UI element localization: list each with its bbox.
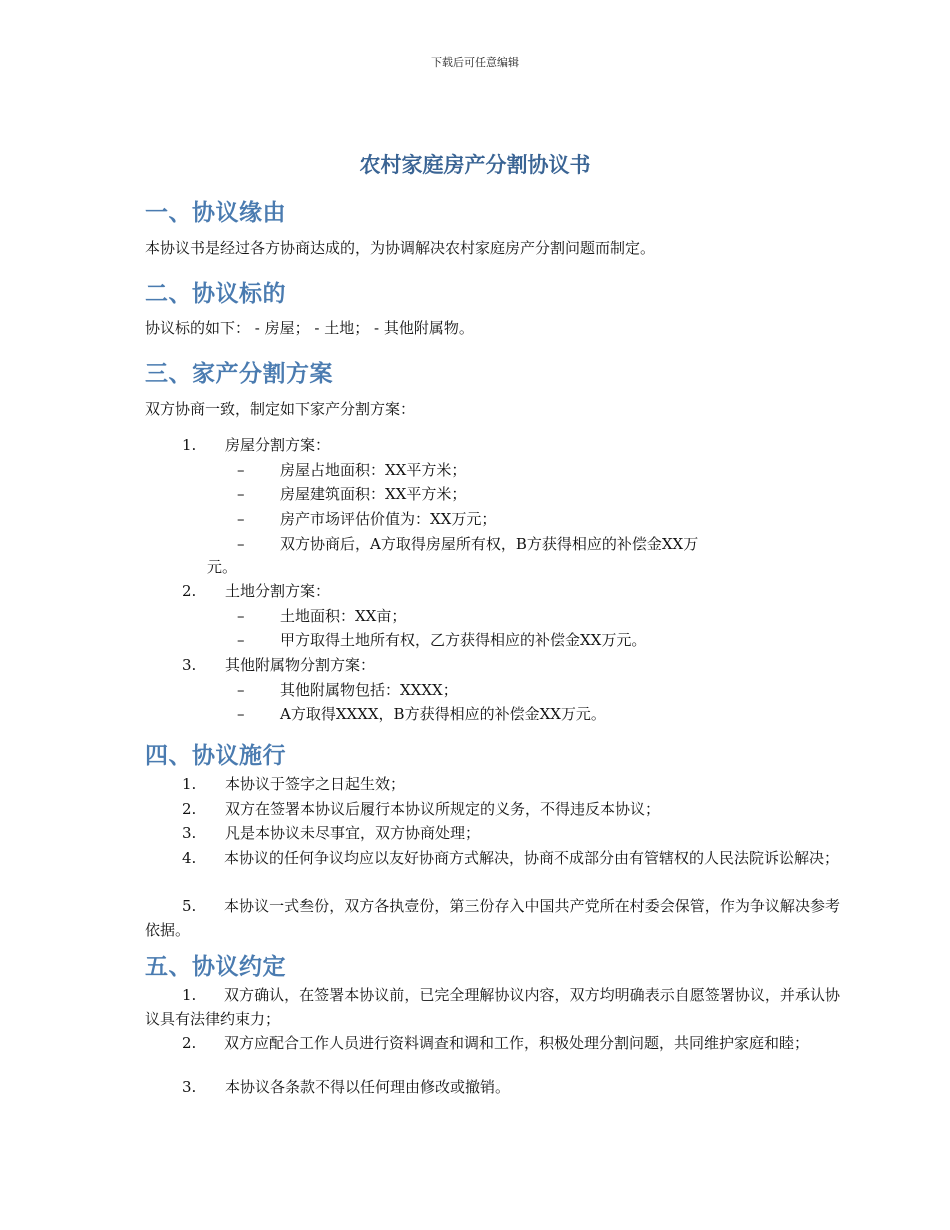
sub-list-text: 其他附属物包括：XXXX；: [280, 681, 458, 699]
list-number: 3.: [182, 1078, 197, 1096]
list-text: 土地分割方案：: [225, 582, 331, 600]
sub-list-text: 甲方取得土地所有权，乙方获得相应的补偿金XX万元。: [280, 631, 647, 649]
section-heading-1: 一、协议缘由: [145, 200, 286, 226]
list-number: 2.: [182, 582, 197, 600]
list-text: 本协议的任何争议均应以友好协商方式解决，协商不成部分由有管辖权的人民法院诉讼解决；: [224, 849, 840, 867]
list-item-wrapping: [145, 894, 840, 942]
list-number: 5.: [182, 897, 197, 915]
dash-bullet: –: [237, 485, 245, 503]
section-heading-2: 二、协议标的: [145, 281, 286, 307]
list-text: 双方在签署本协议后履行本协议所规定的义务，不得违反本协议；: [225, 800, 661, 818]
list-number: 1.: [182, 986, 197, 1004]
dash-bullet: –: [237, 535, 245, 553]
section-heading-3: 三、家产分割方案: [145, 361, 333, 387]
sub-list-text: 土地面积：XX亩；: [280, 607, 407, 625]
list-text: 房屋分割方案：: [225, 436, 331, 454]
section-body-3: 双方协商一致，制定如下家产分割方案：: [145, 400, 416, 418]
section-body-2: 协议标的如下： - 房屋； - 土地； - 其他附属物。: [145, 319, 474, 337]
section-heading-4: 四、协议施行: [145, 743, 286, 769]
list-number: 2.: [182, 1034, 197, 1052]
list-item-wrapping: [145, 1031, 840, 1055]
list-text: 本协议各条款不得以任何理由修改或撤销。: [225, 1078, 511, 1096]
list-text: 双方确认，在签署本协议前，已完全理解协议内容，双方均明确表示自愿签署协议，并承认协议具有法律约束力；: [145, 986, 840, 1028]
list-number: 3.: [182, 656, 197, 674]
document-title: 农村家庭房产分割协议书: [359, 153, 591, 177]
list-text: 双方应配合工作人员进行资料调查和调和工作，积极处理分割问题，共同维护家庭和睦；: [224, 1034, 810, 1052]
list-text: 本协议一式叁份，双方各执壹份，第三份存入中国共产党所在村委会保管，作为争议解决参考依据。: [145, 897, 840, 939]
sub-list-text: 房产市场评估价值为：XX万元；: [280, 510, 497, 528]
list-number: 3.: [182, 824, 197, 842]
dash-bullet: –: [237, 681, 245, 699]
dash-bullet: –: [237, 510, 245, 528]
section-body-1: 本协议书是经过各方协商达成的，为协调解决农村家庭房产分割问题而制定。: [145, 239, 656, 257]
list-item-wrapping: [145, 983, 840, 1031]
list-item-wrapping: [145, 846, 840, 870]
sub-list-text: 房屋建筑面积：XX平方米；: [280, 485, 467, 503]
dash-bullet: –: [237, 705, 245, 723]
list-number: 1.: [182, 775, 197, 793]
list-number: 1.: [182, 436, 197, 454]
section-heading-5: 五、协议约定: [145, 954, 286, 980]
sub-list-continuation: 元。: [207, 558, 238, 576]
list-number: 2.: [182, 800, 197, 818]
dash-bullet: –: [237, 461, 245, 479]
dash-bullet: –: [237, 631, 245, 649]
list-text: 凡是本协议未尽事宜，双方协商处理；: [225, 824, 481, 842]
list-text: 其他附属物分割方案：: [225, 656, 376, 674]
dash-bullet: –: [237, 607, 245, 625]
sub-list-text: 房屋占地面积：XX平方米；: [280, 461, 467, 479]
header-note: 下载后可任意编辑: [431, 56, 519, 69]
sub-list-text: A方取得XXXX，B方获得相应的补偿金XX万元。: [280, 705, 606, 723]
list-number: 4.: [182, 849, 197, 867]
sub-list-text: 双方协商后，A方取得房屋所有权，B方获得相应的补偿金XX万: [280, 535, 699, 553]
list-text: 本协议于签字之日起生效；: [225, 775, 406, 793]
